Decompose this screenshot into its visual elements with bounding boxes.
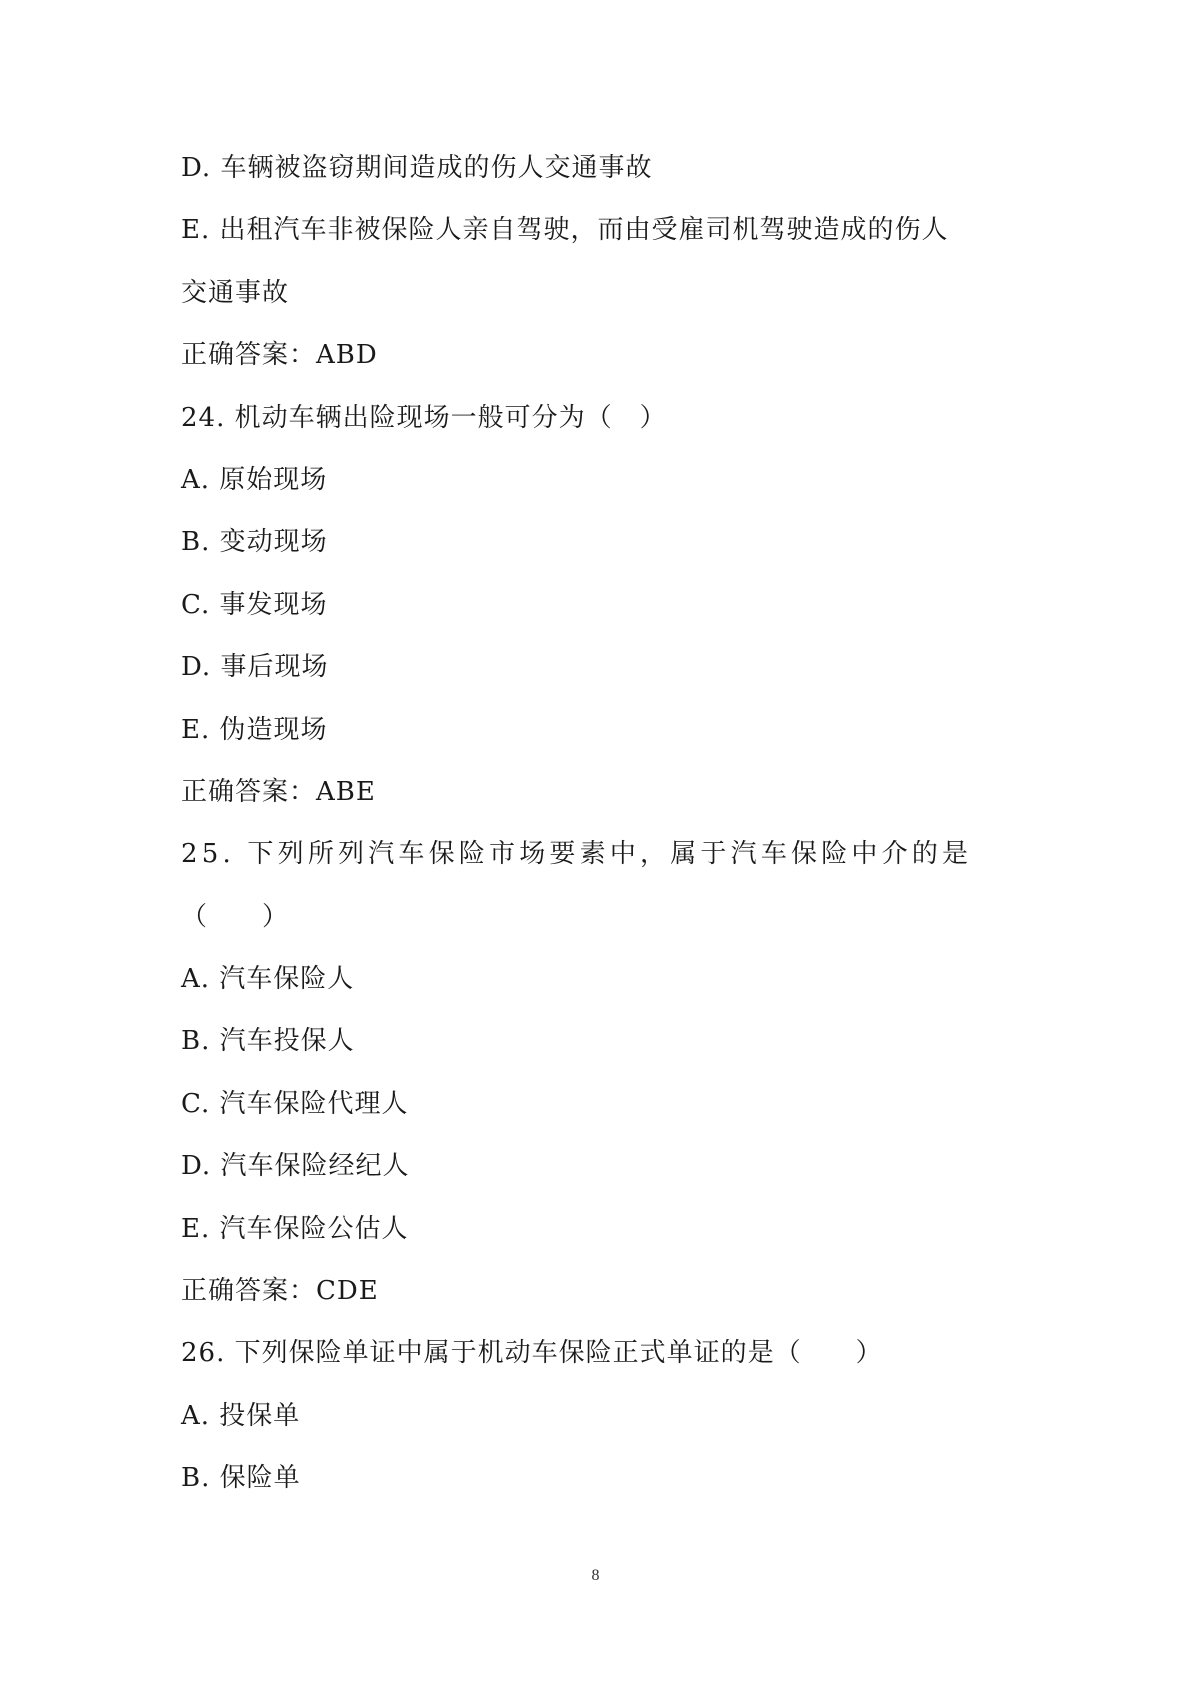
page-number: 8	[591, 1567, 600, 1584]
option-line: E. 伪造现场	[181, 714, 328, 745]
question-line-continuation: （ ）	[181, 901, 290, 932]
option-line: E. 汽车保险公估人	[181, 1213, 409, 1244]
document-body	[181, 143, 1021, 1516]
question-line: 25. 下列所列汽车保险市场要素中，属于汽车保险中介的是	[181, 839, 973, 870]
option-line: D. 车辆被盗窃期间造成的伤人交通事故	[181, 153, 653, 183]
question-line: 24. 机动车辆出险现场一般可分为（ ）	[181, 402, 667, 433]
option-line-continuation: 交通事故	[181, 277, 290, 308]
option-line: C. 事发现场	[181, 589, 328, 620]
option-line: B. 变动现场	[181, 527, 328, 558]
answer-line: 正确答案：ABE	[181, 776, 376, 807]
option-line: C. 汽车保险代理人	[181, 1088, 409, 1119]
question-line: 26. 下列保险单证中属于机动车保险正式单证的是（ ）	[181, 1338, 883, 1369]
option-line: B. 保险单	[181, 1463, 301, 1494]
option-line: A. 原始现场	[181, 464, 328, 495]
answer-line: 正确答案：ABD	[181, 340, 378, 371]
option-line: A. 汽车保险人	[181, 964, 355, 995]
option-line: E. 出租汽车非被保险人亲自驾驶，而由受雇司机驾驶造成的伤人	[181, 215, 949, 246]
option-line: B. 汽车投保人	[181, 1026, 355, 1057]
option-line: A. 投保单	[181, 1400, 301, 1431]
option-line: D. 事后现场	[181, 652, 329, 683]
answer-line: 正确答案：CDE	[181, 1276, 379, 1307]
option-line: D. 汽车保险经纪人	[181, 1151, 410, 1182]
